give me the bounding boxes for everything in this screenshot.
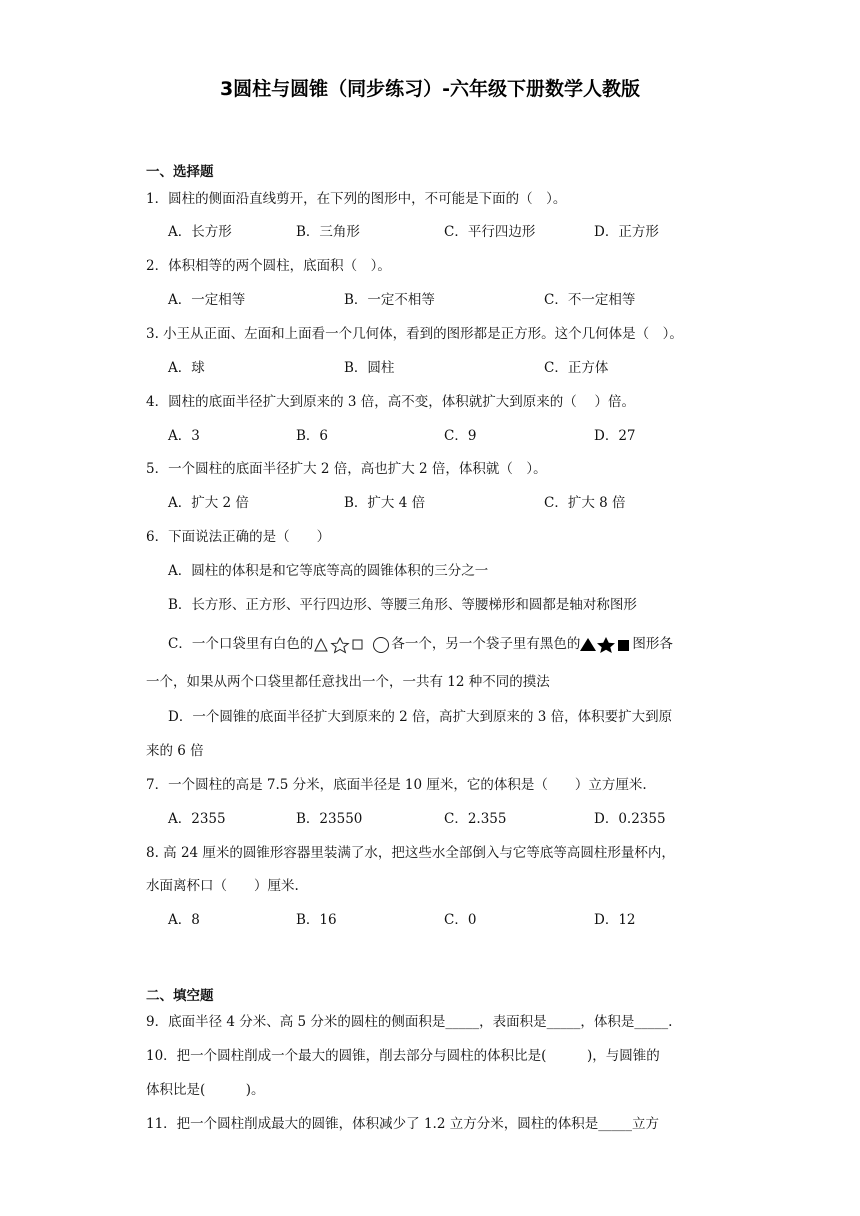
q8-option-d: D．12: [594, 912, 636, 928]
q8-option-a: A．8: [168, 912, 200, 928]
question-10-line2: 体积比是( )。: [146, 1082, 265, 1098]
q1-option-a: A．长方形: [168, 224, 232, 240]
q6-option-c-line2: 一个，如果从两个口袋里都任意找出一个，一共有 12 种不同的摸法: [146, 674, 550, 690]
white-shapes-icon: [313, 636, 391, 654]
q2-option-a: A．一定相等: [168, 292, 246, 308]
q3-option-c: C．正方体: [544, 360, 609, 376]
q5-option-b: B．扩大 4 倍: [344, 495, 426, 511]
question-4-stem: 4．圆柱的底面半径扩大到原来的 3 倍，高不变，体积就扩大到原来的（ ）倍。: [146, 394, 636, 410]
q4-option-c: C．9: [444, 428, 477, 444]
q7-option-b: B．23550: [296, 811, 363, 827]
question-5-stem: 5．一个圆柱的底面半径扩大 2 倍，高也扩大 2 倍，体积就（ ）。: [146, 461, 547, 477]
question-8-stem-line1: 8. 高 24 厘米的圆锥形容器里装满了水，把这些水全部倒入与它等底等高圆柱形量杯内，: [146, 845, 675, 861]
question-2-stem: 2．体积相等的两个圆柱，底面积（ ）。: [146, 258, 391, 274]
question-10-line1: 10．把一个圆柱削成一个最大的圆锥，削去部分与圆柱的体积比是( )，与圆锥的: [146, 1048, 660, 1064]
question-11: 11．把一个圆柱削成最大的圆锥，体积减少了 1.2 立方分米，圆柱的体积是_____立方: [146, 1116, 659, 1132]
q6-option-c-suffix: 图形各: [632, 636, 673, 652]
question-8-stem-line2: 水面离杯口（ ）厘米.: [146, 878, 299, 894]
q2-option-c: C．不一定相等: [544, 292, 636, 308]
q5-option-a: A．扩大 2 倍: [168, 495, 249, 511]
q4-option-a: A．3: [168, 428, 200, 444]
question-3-stem: 3. 小王从正面、左面和上面看一个几何体，看到的图形都是正方形。这个几何体是（ ）。: [146, 326, 683, 342]
q6-option-d-line1: D．一个圆锥的底面半径扩大到原来的 2 倍，高扩大到原来的 3 倍，体积要扩大到原: [168, 709, 673, 725]
q2-option-b: B．一定不相等: [344, 292, 435, 308]
q3-option-a: A．球: [168, 360, 205, 376]
q6-option-b: B．长方形、正方形、平行四边形、等腰三角形、等腰梯形和圆都是轴对称图形: [168, 597, 637, 613]
question-7-stem: 7．一个圆柱的高是 7.5 分米，底面半径是 10 厘米，它的体积是（ ）立方厘米.: [146, 777, 647, 793]
black-shapes-icon: [580, 636, 632, 654]
section-heading-choice: 一、选择题: [146, 164, 214, 180]
page-title: 3圆柱与圆锥（同步练习）-六年级下册数学人教版: [219, 78, 641, 100]
question-1-stem: 1．圆柱的侧面沿直线剪开，在下列的图形中，不可能是下面的（ ）。: [146, 191, 567, 207]
q7-option-c: C．2.355: [444, 811, 507, 827]
q1-option-c: C．平行四边形: [444, 224, 536, 240]
q6-option-d-line2: 来的 6 倍: [146, 743, 204, 759]
q1-option-b: B．三角形: [296, 224, 360, 240]
section-heading-fill: 二、填空题: [146, 988, 214, 1004]
question-6-stem: 6．下面说法正确的是（ ）: [146, 529, 331, 545]
q4-option-d: D．27: [594, 428, 636, 444]
q1-option-d: D．正方形: [594, 224, 659, 240]
q8-option-c: C．0: [444, 912, 477, 928]
q6-option-a: A．圆柱的体积是和它等底等高的圆锥体积的三分之一: [168, 563, 489, 579]
q6-option-c-line1: [168, 632, 673, 654]
q4-option-b: B．6: [296, 428, 329, 444]
q6-option-c-middle: 各一个，另一个袋子里有黑色的: [391, 636, 581, 652]
question-9: 9．底面半径 4 分米、高 5 分米的圆柱的侧面积是_____，表面积是_____，体积是_____.: [146, 1014, 673, 1030]
q6-option-c-prefix: C．一个口袋里有白色的: [168, 636, 314, 652]
q5-option-c: C．扩大 8 倍: [544, 495, 626, 511]
q7-option-a: A．2355: [168, 811, 226, 827]
q8-option-b: B．16: [296, 912, 337, 928]
q3-option-b: B．圆柱: [344, 360, 395, 376]
q7-option-d: D．0.2355: [594, 811, 666, 827]
